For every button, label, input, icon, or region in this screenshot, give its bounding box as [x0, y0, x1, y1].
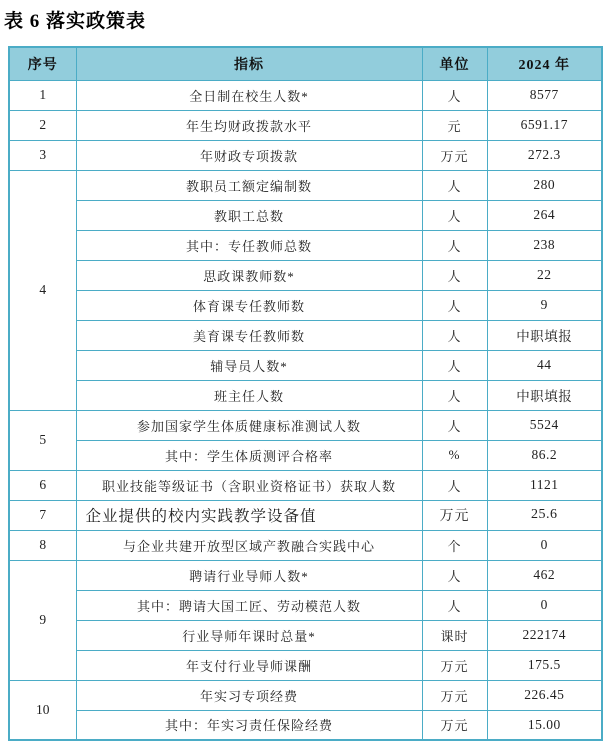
- indicator-cell: 教职工总数: [76, 200, 422, 230]
- serial-cell: 8: [9, 530, 76, 560]
- serial-cell: 5: [9, 410, 76, 470]
- value-cell: 5524: [487, 410, 602, 440]
- value-cell: 280: [487, 170, 602, 200]
- value-cell: 226.45: [487, 680, 602, 710]
- unit-cell: 人: [422, 170, 487, 200]
- header-row: [9, 47, 602, 80]
- indicator-cell: 与企业共建开放型区域产教融合实践中心: [76, 530, 422, 560]
- indicator-cell: 全日制在校生人数*: [76, 80, 422, 110]
- table-row: [9, 110, 602, 140]
- table-row: [9, 290, 602, 320]
- unit-cell: 人: [422, 200, 487, 230]
- table-row: [9, 500, 602, 530]
- value-cell: 中职填报: [487, 380, 602, 410]
- indicator-cell: 其中：学生体质测评合格率: [76, 440, 422, 470]
- value-cell: 0: [487, 530, 602, 560]
- value-cell: 9: [487, 290, 602, 320]
- col-header-unit: 单位: [422, 47, 487, 80]
- unit-cell: 人: [422, 590, 487, 620]
- policy-table: [8, 46, 603, 741]
- indicator-cell: 行业导师年课时总量*: [76, 620, 422, 650]
- serial-cell: 1: [9, 80, 76, 110]
- serial-cell: 4: [9, 170, 76, 410]
- table-row: [9, 560, 602, 590]
- indicator-cell: 职业技能等级证书（含职业资格证书）获取人数: [76, 470, 422, 500]
- unit-cell: 人: [422, 230, 487, 260]
- value-cell: 1121: [487, 470, 602, 500]
- table-row: [9, 470, 602, 500]
- unit-cell: 万元: [422, 650, 487, 680]
- table-row: [9, 710, 602, 740]
- table-row: [9, 200, 602, 230]
- value-cell: 222174: [487, 620, 602, 650]
- table-row: [9, 380, 602, 410]
- table-row: [9, 440, 602, 470]
- serial-cell: 9: [9, 560, 76, 680]
- value-cell: 15.00: [487, 710, 602, 740]
- indicator-cell: 聘请行业导师人数*: [76, 560, 422, 590]
- value-cell: 272.3: [487, 140, 602, 170]
- unit-cell: 人: [422, 80, 487, 110]
- table-row: [9, 230, 602, 260]
- unit-cell: 万元: [422, 680, 487, 710]
- value-cell: 25.6: [487, 500, 602, 530]
- indicator-cell: 年生均财政拨款水平: [76, 110, 422, 140]
- indicator-cell: 美育课专任教师数: [76, 320, 422, 350]
- value-cell: 中职填报: [487, 320, 602, 350]
- indicator-cell: 其中：聘请大国工匠、劳动模范人数: [76, 590, 422, 620]
- table-row: [9, 170, 602, 200]
- indicator-cell: 辅导员人数*: [76, 350, 422, 380]
- table-row: [9, 410, 602, 440]
- indicator-cell: 其中：专任教师总数: [76, 230, 422, 260]
- serial-cell: 10: [9, 680, 76, 740]
- table-row: [9, 80, 602, 110]
- indicator-cell: 教职员工额定编制数: [76, 170, 422, 200]
- col-header-year: 2024 年: [487, 47, 602, 80]
- unit-cell: 万元: [422, 500, 487, 530]
- value-cell: 175.5: [487, 650, 602, 680]
- indicator-cell: 年实习专项经费: [76, 680, 422, 710]
- serial-cell: 7: [9, 500, 76, 530]
- unit-cell: 人: [422, 560, 487, 590]
- unit-cell: 人: [422, 260, 487, 290]
- value-cell: 86.2: [487, 440, 602, 470]
- col-header-indicator: 指标: [76, 47, 422, 80]
- indicator-cell: 体育课专任教师数: [76, 290, 422, 320]
- indicator-cell: 企业提供的校内实践教学设备值: [76, 500, 422, 530]
- col-header-no: 序号: [9, 47, 76, 80]
- table-row: [9, 320, 602, 350]
- indicator-cell: 年财政专项拨款: [76, 140, 422, 170]
- table-row: [9, 620, 602, 650]
- serial-cell: 3: [9, 140, 76, 170]
- value-cell: 22: [487, 260, 602, 290]
- serial-cell: 6: [9, 470, 76, 500]
- value-cell: 0: [487, 590, 602, 620]
- indicator-cell: 其中：年实习责任保险经费: [76, 710, 422, 740]
- value-cell: 44: [487, 350, 602, 380]
- table-row: [9, 140, 602, 170]
- indicator-cell: 思政课教师数*: [76, 260, 422, 290]
- table-row: [9, 260, 602, 290]
- table-row: [9, 650, 602, 680]
- unit-cell: 人: [422, 350, 487, 380]
- value-cell: 238: [487, 230, 602, 260]
- value-cell: 264: [487, 200, 602, 230]
- unit-cell: 人: [422, 470, 487, 500]
- table-title: 表 6 落实政策表: [4, 11, 147, 32]
- unit-cell: 人: [422, 380, 487, 410]
- unit-cell: 元: [422, 110, 487, 140]
- unit-cell: 人: [422, 410, 487, 440]
- table-row: [9, 680, 602, 710]
- value-cell: 462: [487, 560, 602, 590]
- indicator-cell: 参加国家学生体质健康标准测试人数: [76, 410, 422, 440]
- table-row: [9, 530, 602, 560]
- unit-cell: 课时: [422, 620, 487, 650]
- table-header: [9, 47, 602, 80]
- table-row: [9, 350, 602, 380]
- unit-cell: 万元: [422, 140, 487, 170]
- unit-cell: 万元: [422, 710, 487, 740]
- table-row: [9, 590, 602, 620]
- value-cell: 8577: [487, 80, 602, 110]
- serial-cell: 2: [9, 110, 76, 140]
- indicator-cell: 班主任人数: [76, 380, 422, 410]
- unit-cell: 人: [422, 320, 487, 350]
- indicator-cell: 年支付行业导师课酬: [76, 650, 422, 680]
- value-cell: 6591.17: [487, 110, 602, 140]
- unit-cell: 人: [422, 290, 487, 320]
- unit-cell: %: [422, 440, 487, 470]
- unit-cell: 个: [422, 530, 487, 560]
